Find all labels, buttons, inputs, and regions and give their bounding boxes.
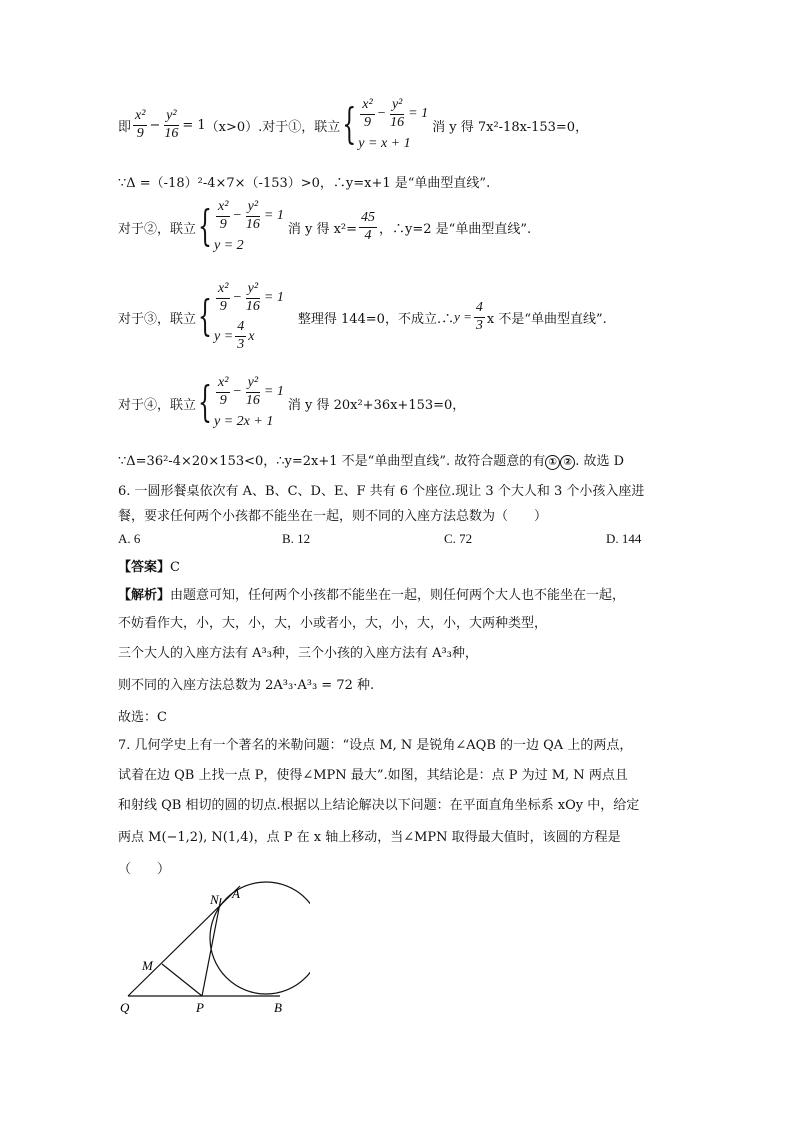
text-prefix: 对于④，联立 <box>118 397 197 413</box>
solution-line-5 <box>118 376 465 430</box>
equation-system-1: { $\frac{\text{x²}}{9}$ − $\frac{\text{y²}}{16}$ = 1 y = x + 1 <box>342 97 429 152</box>
elimination-text: 消 y 得 7x²-18x-153=0， <box>432 119 589 135</box>
question-6-line-1: 6. 一圆形餐桌依次有 A、B、C、D、E、F 共有 6 个座位.现让 3 个大人和 3 个小孩入座进 <box>118 484 645 499</box>
analysis-line-4: 则不同的入座方法总数为 2A³₃·A³₃ = 72 种. <box>118 678 375 693</box>
equation-system-3: { $\frac{\text{x²}}{9}$ − $\frac{\text{y²}}{16}$ = 1 y = $\frac{4}{3}$ x <box>198 281 284 353</box>
fraction-4-3: $\frac{4}{3}$ <box>475 300 483 333</box>
answer-value: C <box>170 560 180 575</box>
label-M: M <box>142 958 153 973</box>
answer-line <box>118 556 180 575</box>
fraction-45-4: $\frac{45}{4}$ <box>361 210 376 243</box>
option-b: B. 12 <box>282 531 311 546</box>
question-7-line-1: 7. 几何学史上有一个著名的米勒问题：“设点 M, N 是锐角∠AQB 的一边 QA 上的两点， <box>118 738 633 753</box>
ray-QA <box>128 886 240 996</box>
answer-label: 【答案】 <box>118 560 171 575</box>
segment-NP <box>202 898 221 996</box>
circled-two: ② <box>560 455 575 470</box>
solution-line-6: ∵Δ=36²-4×20×153<0，∴y=2x+1 不是“单曲型直线”. 故符合题意的有 ① ② . 故选 D <box>118 454 625 469</box>
choose-line: 故选：C <box>118 710 167 725</box>
question-7-line-3: 和射线 QB 相切的圆的切点.根据以上结论解决以下问题：在平面直角坐标系 xOy 中，给定 <box>118 798 640 813</box>
option-c: C. 72 <box>444 531 473 546</box>
solution-line-3 <box>118 200 531 254</box>
text-prefix: 对于②，联立 <box>118 221 197 237</box>
conclusion-text: ，∴y=2 是“单曲型直线”. <box>379 221 532 237</box>
text-prefix: 即 <box>118 119 132 135</box>
equation-system-2: { $\frac{\text{x²}}{9}$ − $\frac{\text{y²}}{16}$ = 1 y = 2 <box>198 199 284 254</box>
conclusion-text: x 不是“单曲型直线”. <box>486 311 607 327</box>
analysis-line-1: 【解析】由题意可知，任何两个小孩都不能坐在一起，则任何两个大人也不能坐在一起， <box>118 588 626 603</box>
option-a: A. 6 <box>118 531 141 546</box>
fraction-y2-16: $\frac{\text{y²}}{16}$ <box>164 108 179 141</box>
condition-text: （x>0）.对于①，联立 <box>205 119 341 135</box>
option-d: D. 144 <box>606 531 642 546</box>
text-prefix: 对于③，联立 <box>118 311 197 327</box>
label-A: A <box>232 886 240 901</box>
equation-system-4: { $\frac{\text{x²}}{9}$ − $\frac{\text{y²}}{16}$ = 1 y = 2x + 1 <box>198 375 284 430</box>
solution-line-2: ∵Δ =（-18）²-4×7×（-153）>0，∴y=x+1 是“单曲型直线”. <box>118 176 491 191</box>
label-N: N <box>210 892 219 907</box>
analysis-label: 【解析】 <box>118 588 171 603</box>
label-P: P <box>196 1000 204 1015</box>
minus-sign: − <box>149 117 161 133</box>
question-7-line-2: 试着在边 QB 上找一点 P，使得∠MPN 最大”.如图，其结论是：点 P 为过 M, N 两点且 <box>118 768 628 783</box>
elimination-text: 消 y 得 20x²+36x+153=0， <box>287 397 466 413</box>
elimination-text: 消 y 得 x²= <box>287 221 358 237</box>
miller-problem-figure <box>110 880 310 1020</box>
analysis-line-2: 不妨看作大，小，大，小，大，小或者小，大，小，大，小，大两种类型， <box>118 616 548 631</box>
question-7-line-4: 两点 M(−1,2), N(1,4)，点 P 在 x 轴上移动，当∠MPN 取得最大值时，该圆的方程是 <box>118 830 621 845</box>
equals-one: = 1 <box>182 117 206 133</box>
analysis-line-3: 三个大人的入座方法有 A³₃种，三个小孩的入座方法有 A³₃种， <box>118 646 478 661</box>
segment-MP <box>162 964 202 996</box>
simplify-text: 整理得 144=0，不成立.∴ <box>297 311 455 327</box>
tangent-circle <box>210 882 310 994</box>
question-7-line-5: （ ） <box>118 862 171 877</box>
y-equals: y = <box>454 309 472 325</box>
solution-line-4 <box>118 282 607 353</box>
circled-one: ① <box>545 455 560 470</box>
solution-line-1 <box>118 98 588 152</box>
question-6-line-2: 餐，要求任何两个小孩都不能坐在一起，则不同的入座方法总数为（ ） <box>118 509 548 524</box>
label-B: B <box>274 1000 282 1015</box>
label-Q: Q <box>120 1000 130 1015</box>
fraction-x2-9: $\frac{\text{x²}}{9}$ <box>135 108 146 141</box>
